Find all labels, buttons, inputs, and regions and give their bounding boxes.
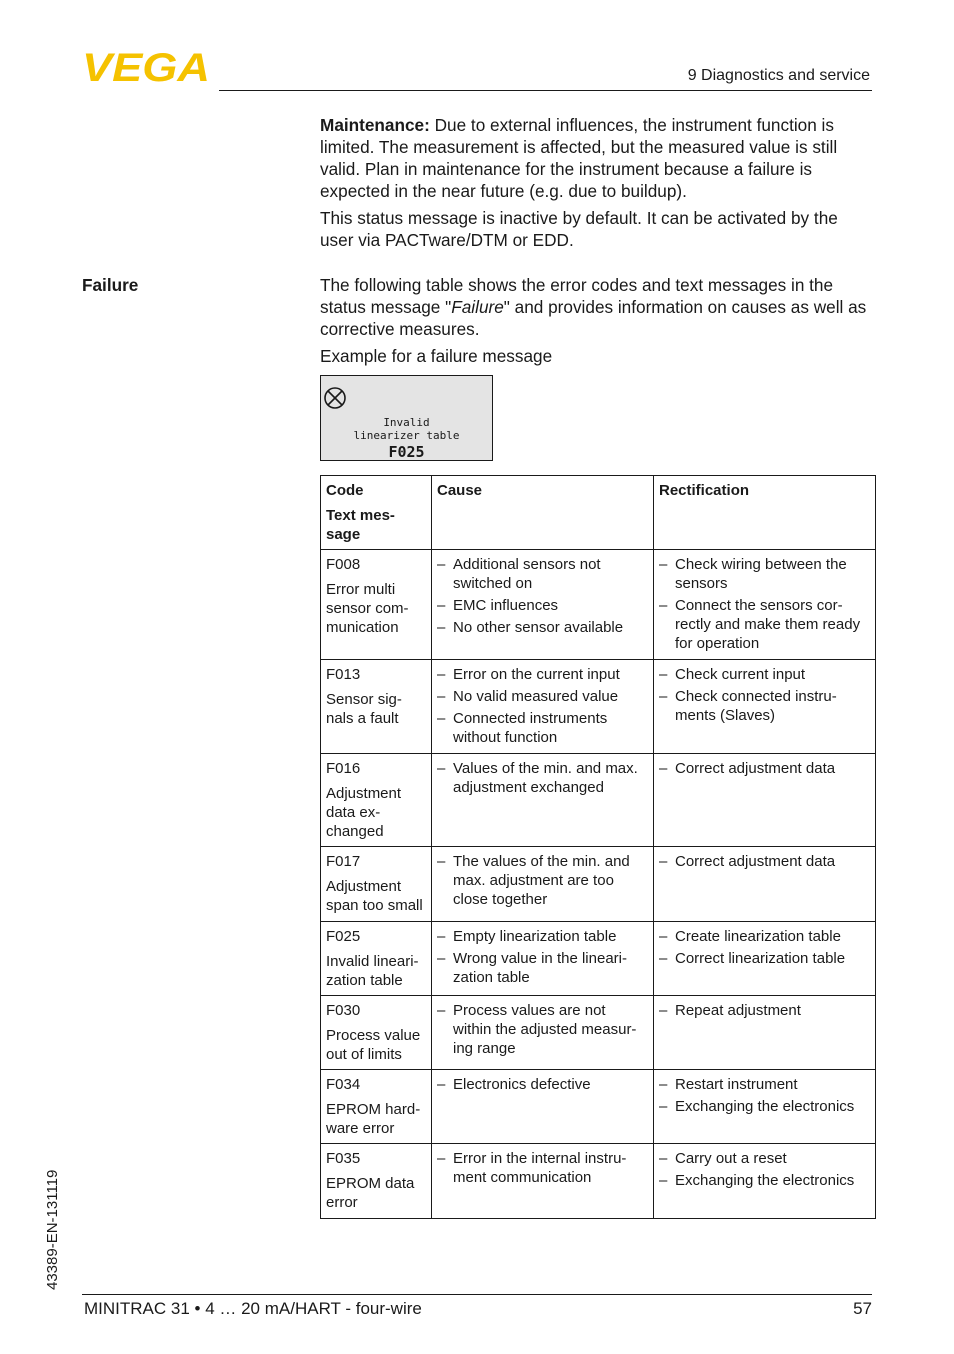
error-text: Sensor sig-nals a fault	[326, 691, 402, 727]
section-title: 9 Diagnostics and service	[687, 67, 870, 84]
rectification-item: – Correct adjustment data	[659, 852, 870, 871]
cause-cell	[432, 847, 654, 922]
rectification-cell	[654, 996, 876, 1070]
header-code: Code Text mes- sage	[321, 476, 432, 550]
cause-item: – Error on the current input	[437, 665, 648, 684]
table-row	[321, 1144, 876, 1219]
failure-codes-table	[320, 475, 876, 1219]
table-row	[321, 847, 876, 922]
cause-cell	[432, 660, 654, 754]
cause-item: – The values of the min. and max. adjustment are too close together	[437, 852, 648, 909]
error-code: F034	[326, 1076, 361, 1093]
cause-item: – Wrong value in the lineari-zation table	[437, 949, 648, 987]
table-row	[321, 996, 876, 1070]
cause-item: – Values of the min. and max. adjustment exchanged	[437, 759, 648, 797]
rectification-item: – Restart instrument	[659, 1075, 870, 1094]
display-line-2: linearizer table	[353, 429, 460, 442]
rectification-item: – Correct adjustment data	[659, 759, 870, 778]
rectification-item: – Repeat adjustment	[659, 1001, 870, 1020]
table-row	[321, 550, 876, 660]
page-number: 57	[853, 1299, 872, 1318]
rectification-cell	[654, 1070, 876, 1144]
document-number: 43389-EN-131119	[44, 1169, 61, 1290]
error-code: F017	[326, 853, 361, 870]
footer-product: MINITRAC 31 • 4 … 20 mA/HART - four-wire	[84, 1299, 422, 1318]
error-code: F030	[326, 1002, 361, 1019]
header-divider	[219, 90, 872, 91]
code-cell	[321, 1144, 432, 1219]
rectification-item: – Exchanging the electronics	[659, 1171, 870, 1190]
example-label: Example for a failure message	[320, 346, 553, 366]
error-code: F035	[326, 1150, 361, 1167]
cause-cell	[432, 1144, 654, 1219]
rectification-item: – Check current input	[659, 665, 870, 684]
rectification-item: – Check wiring between the sensors	[659, 555, 870, 593]
error-text: EPROM data error	[326, 1175, 415, 1211]
error-text: Error multi sensor com-munication	[326, 581, 409, 636]
rectification-cell	[654, 1144, 876, 1219]
display-line-1: Invalid	[383, 416, 430, 429]
table-row	[321, 1070, 876, 1144]
rectification-cell	[654, 847, 876, 922]
code-cell	[321, 922, 432, 996]
table-row	[321, 754, 876, 847]
cause-item: – Electronics defective	[437, 1075, 648, 1094]
maintenance-note: This status message is inactive by default. It can be activated by the user via PACTware/DTM or EDD.	[320, 208, 838, 250]
display-code: F025	[388, 443, 425, 461]
vega-logo	[82, 50, 212, 84]
error-text: EPROM hard-ware error	[326, 1101, 421, 1137]
cause-item: – Error in the internal instru-ment communication	[437, 1149, 648, 1187]
cause-item: – Empty linearization table	[437, 927, 648, 946]
code-cell	[321, 550, 432, 660]
rectification-cell	[654, 550, 876, 660]
header-cause: Cause	[432, 476, 654, 550]
rectification-item: – Carry out a reset	[659, 1149, 870, 1168]
rectification-item: – Check connected instru-ments (Slaves)	[659, 687, 870, 725]
code-cell	[321, 1070, 432, 1144]
error-code: F016	[326, 760, 361, 777]
rectification-item: – Connect the sensors cor-rectly and make them ready for operation	[659, 596, 870, 653]
rectification-cell	[654, 660, 876, 754]
error-code: F013	[326, 666, 361, 683]
table-row	[321, 922, 876, 996]
cause-cell	[432, 996, 654, 1070]
cause-cell	[432, 754, 654, 847]
error-text: Adjustment data ex-changed	[326, 785, 402, 840]
error-text: Process value out of limits	[326, 1027, 421, 1063]
code-cell	[321, 754, 432, 847]
cause-cell	[432, 550, 654, 660]
cause-item: – Additional sensors not switched on	[437, 555, 648, 593]
cause-item: – No valid measured value	[437, 687, 648, 706]
error-text: Adjustment span too small	[326, 878, 423, 914]
maintenance-paragraph	[320, 114, 872, 202]
cause-item: – No other sensor available	[437, 618, 648, 637]
code-cell	[321, 996, 432, 1070]
rectification-item: – Correct linearization table	[659, 949, 870, 968]
rectification-cell	[654, 754, 876, 847]
code-cell	[321, 847, 432, 922]
failure-side-label: Failure	[82, 275, 139, 295]
error-text: Invalid lineari-zation table	[326, 953, 419, 989]
table-header-row	[321, 476, 876, 550]
failure-display-example	[320, 375, 493, 461]
cause-cell	[432, 922, 654, 996]
error-code: F025	[326, 928, 361, 945]
cause-item: – Process values are not within the adjusted measur-ing range	[437, 1001, 648, 1058]
footer-divider	[82, 1294, 872, 1295]
table-row	[321, 660, 876, 754]
cause-item: – EMC influences	[437, 596, 648, 615]
failure-x-icon	[323, 386, 347, 410]
header-rectification: Rectification	[654, 476, 876, 550]
failure-intro: The following table shows the error codes and text messages in the status message "Failure" and provides information on causes as well as corrective measures.	[320, 275, 867, 339]
maintenance-label: Maintenance:	[320, 115, 430, 135]
rectification-item: – Create linearization table	[659, 927, 870, 946]
rectification-cell	[654, 922, 876, 996]
cause-item: – Connected instruments without function	[437, 709, 648, 747]
svg-text:VEGA: VEGA	[82, 50, 210, 84]
cause-cell	[432, 1070, 654, 1144]
maintenance-text: Due to external influences, the instrument function is limited. The measurement is affected, but the measured value is still valid. Plan in maintenance for the instrument because a failure is expected in the near future (e.g. due to buildup).	[320, 115, 838, 201]
code-cell	[321, 660, 432, 754]
error-code: F008	[326, 556, 361, 573]
rectification-item: – Exchanging the electronics	[659, 1097, 870, 1116]
